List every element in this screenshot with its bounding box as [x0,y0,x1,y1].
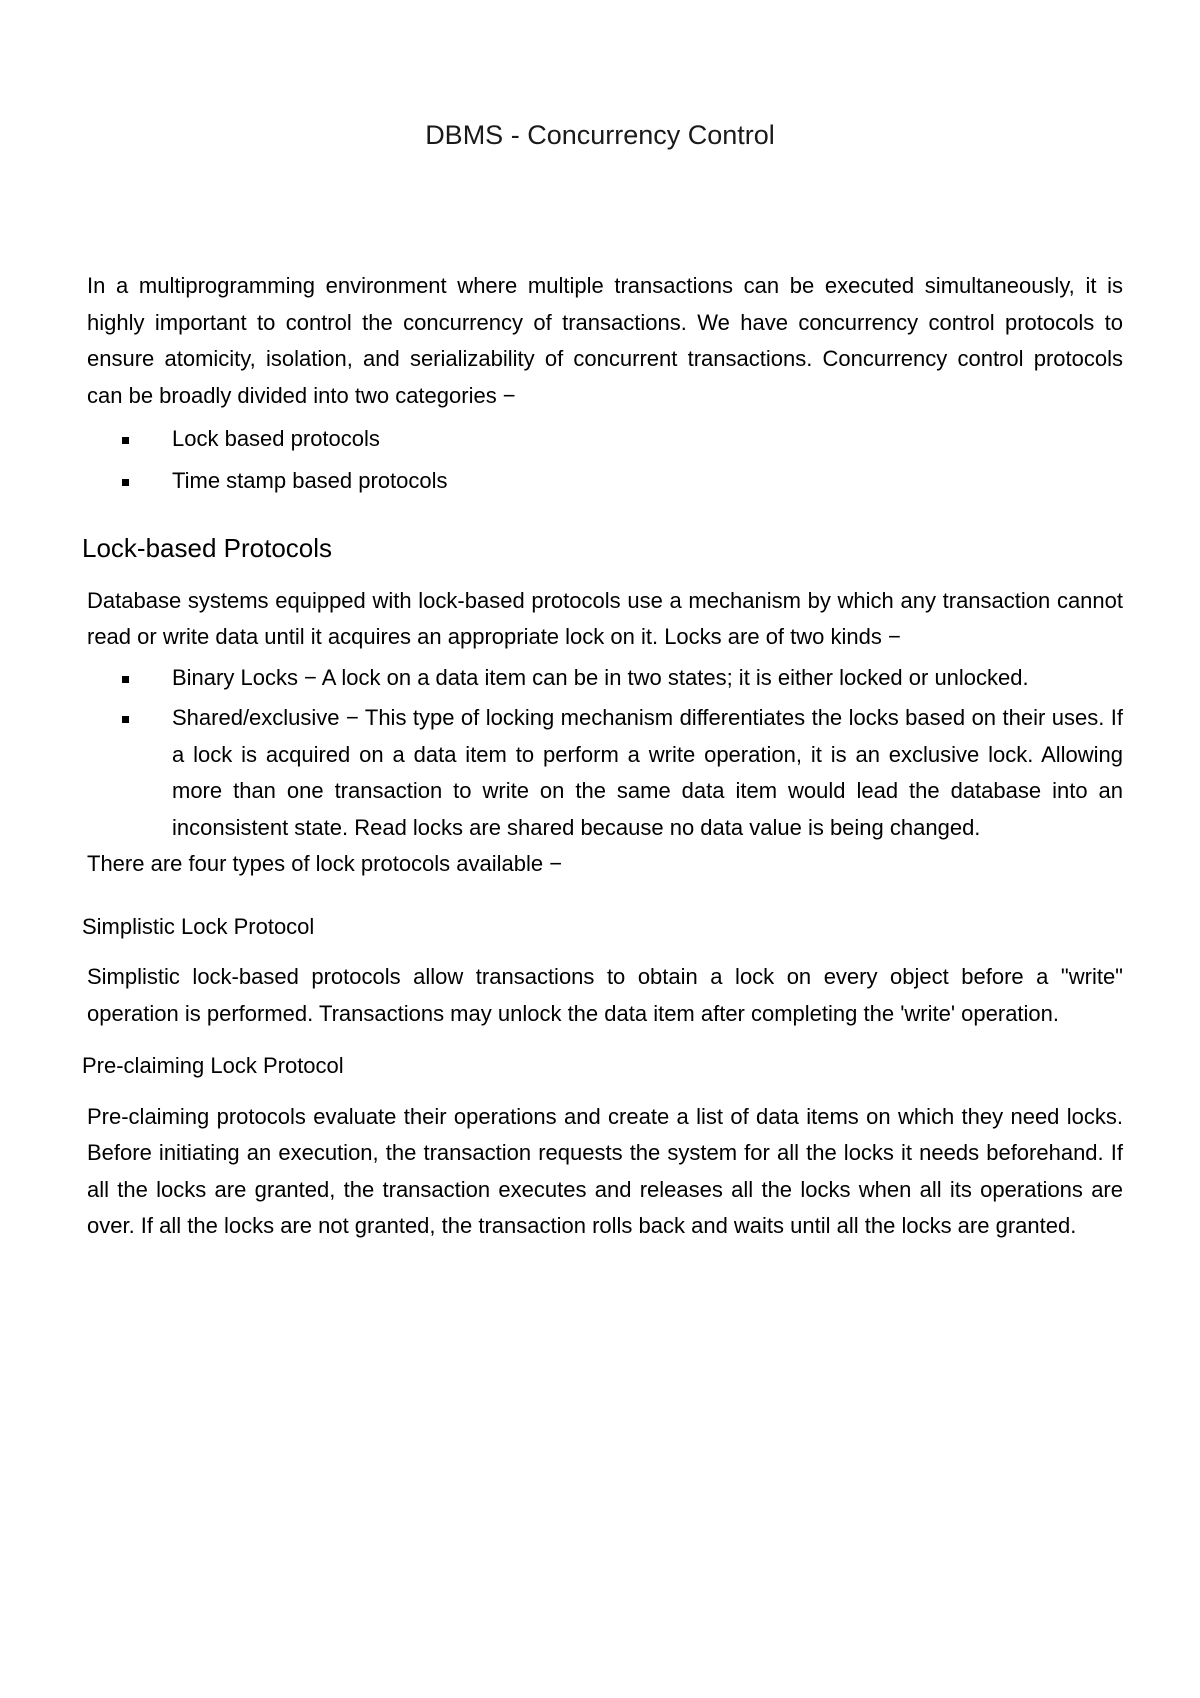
list-item [87,418,1123,460]
lock-types-intro: There are four types of lock protocols available − [87,851,563,876]
document-body [82,268,1123,1245]
lock-kinds-list [87,660,1123,847]
bullet-icon [122,479,129,486]
section-heading-preclaiming: Pre-claiming Lock Protocol [82,1053,344,1078]
category-list [87,418,1123,502]
list-item-text: Lock based protocols [172,426,380,451]
page-title: DBMS - Concurrency Control [425,120,775,150]
bullet-icon [122,676,129,683]
section-heading-simplistic: Simplistic Lock Protocol [82,913,315,939]
preclaiming-paragraph: Pre-claiming protocols evaluate their operations and create a list of data items on which they need locks. Before initiating an execution, the transaction requests the system for all the locks it needs beforehand. If all the locks are granted, the transaction executes and releases all the locks when all its operations are over. If all the locks are not granted, the transaction rolls back and waits until all the locks are granted. [87,1103,1123,1238]
bullet-icon [122,716,129,723]
bullet-icon [122,437,129,444]
simplistic-paragraph: Simplistic lock-based protocols allow transactions to obtain a lock on every object before a "write" operation is performed. Transactions may unlock the data item after completing the 'write' operation. [87,964,1123,1026]
list-item-text: Time stamp based protocols [172,468,448,493]
list-item [87,460,1123,502]
list-item [87,660,1123,697]
lock-based-paragraph: Database systems equipped with lock-based protocols use a mechanism by which any transaction cannot read or write data until it acquires an appropriate lock on it. Locks are of two kinds − [87,587,1123,649]
section-heading-lock-based: Lock-based Protocols [82,533,333,563]
list-item-text: Binary Locks − A lock on a data item can be in two states; it is either locked or unlocked. [172,664,1029,690]
list-item-text: Shared/exclusive − This type of locking mechanism differentiates the locks based on their uses. If a lock is acquired on a data item to perform a write operation, it is an exclusive lock. Allowing more than one transaction to write on the same data item would lead the database into an inconsistent state. Read locks are shared because no data value is being changed. [172,705,1123,840]
list-item [87,700,1123,846]
intro-paragraph: In a multiprogramming environment where multiple transactions can be executed simultaneously, it is highly important to control the concurrency of transactions. We have concurrency control protocols to ensure atomicity, isolation, and serializability of concurrent transactions. Concurrency control protocols can be broadly divided into two categories − [87,273,1123,408]
